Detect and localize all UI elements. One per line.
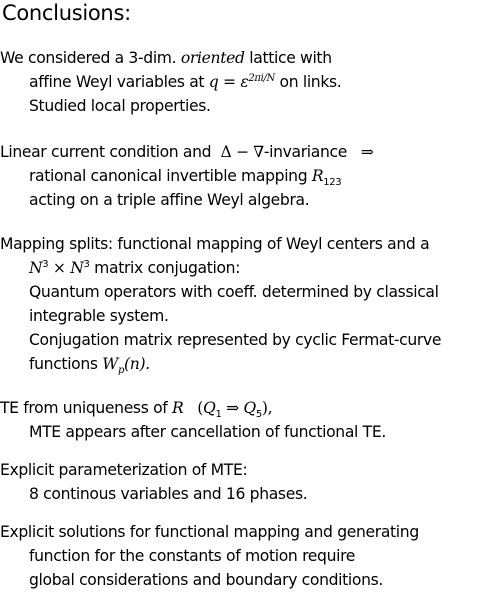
text: TE from uniqueness of xyxy=(0,399,168,417)
paragraph-mapping xyxy=(0,232,480,376)
mapping-symbol: R xyxy=(311,167,324,185)
te-line-1 xyxy=(0,396,480,420)
current-line-3: acting on a triple affine Weyl algebra. xyxy=(29,191,310,209)
current-line-2 xyxy=(0,164,480,188)
paragraph-te xyxy=(0,396,480,444)
subscript-p: p xyxy=(117,365,125,377)
mapping-line-3: Quantum operators with coeff. determined by classical xyxy=(29,283,439,301)
exponent: 3 xyxy=(83,258,90,270)
text: rational canonical invertible mapping xyxy=(29,167,308,185)
solutions-line-3: global considerations and boundary conditions. xyxy=(29,571,384,589)
math-Q: Q xyxy=(243,399,256,417)
math-n: (n). xyxy=(124,355,150,373)
math-N: N xyxy=(29,259,43,277)
mapping-subscript: 123 xyxy=(323,177,342,189)
paren: ( xyxy=(197,399,203,417)
paragraph-lattice xyxy=(0,46,480,118)
lattice-line-2 xyxy=(0,70,480,94)
lattice-line-1 xyxy=(0,46,480,70)
mapping-line-5: Conjugation matrix represented by cyclic Fermat-curve xyxy=(29,331,442,349)
math-W: W xyxy=(102,355,118,373)
text: Linear current condition and xyxy=(0,143,212,161)
solutions-line-1: Explicit solutions for functional mapping and generating xyxy=(0,523,419,541)
paragraph-solutions xyxy=(0,520,480,592)
text: We considered a 3-dim. xyxy=(0,49,177,67)
formula-exponent: 2πi/N xyxy=(248,72,275,84)
exponent: 3 xyxy=(42,258,49,270)
te-line-2: MTE appears after cancellation of functional TE. xyxy=(29,423,386,441)
text: lattice with xyxy=(249,49,332,67)
param-line-2: 8 continous variables and 16 phases. xyxy=(29,485,308,503)
times-symbol: × xyxy=(52,259,66,277)
formula: q = ε xyxy=(208,73,249,91)
text: affine Weyl variables at xyxy=(29,73,205,91)
q-formula xyxy=(209,73,275,91)
slide-title: Conclusions: xyxy=(2,1,131,25)
current-line-1 xyxy=(0,140,480,164)
implies-arrow-icon: ⇒ xyxy=(360,143,374,161)
math-Q: Q xyxy=(203,399,216,417)
emphasis-oriented: oriented xyxy=(180,49,245,67)
solutions-line-2: function for the constants of motion require xyxy=(29,547,356,565)
implies-arrow-icon: ⇒ xyxy=(226,399,239,417)
mapping-symbol: R xyxy=(172,399,184,417)
lattice-line-3: Studied local properties. xyxy=(29,97,211,115)
subscript: 5 xyxy=(255,409,262,421)
subscript: 1 xyxy=(215,409,222,421)
text: -invariance xyxy=(263,143,347,161)
delta-nabla-formula: Δ − ∇ xyxy=(220,143,264,161)
mapping-line-6 xyxy=(0,352,480,376)
text: functions xyxy=(29,355,98,373)
mapping-line-1: Mapping splits: functional mapping of Weyl centers and a xyxy=(0,235,430,253)
paragraph-current xyxy=(0,140,480,212)
text: matrix conjugation: xyxy=(94,259,241,277)
paragraph-parameterization xyxy=(0,458,480,506)
math-N: N xyxy=(70,259,84,277)
param-line-1: Explicit parameterization of MTE: xyxy=(0,461,248,479)
mapping-line-4: integrable system. xyxy=(29,307,169,325)
mapping-line-2 xyxy=(0,256,480,280)
text: on links. xyxy=(279,73,342,91)
paren: ), xyxy=(261,399,273,417)
